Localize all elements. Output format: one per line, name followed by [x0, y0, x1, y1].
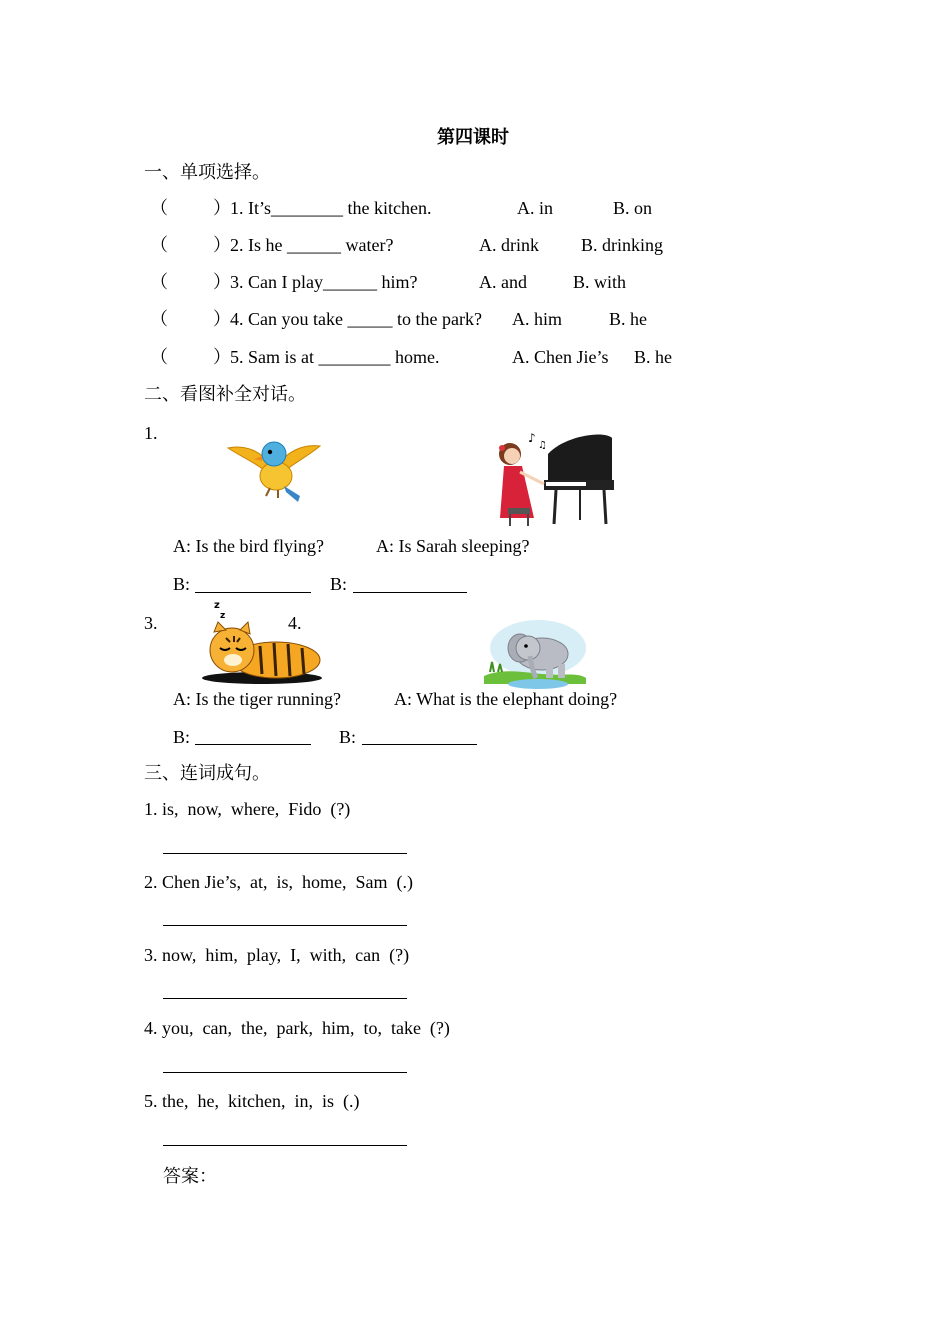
answer-blank[interactable] — [195, 592, 311, 593]
svg-text:z: z — [214, 600, 220, 611]
answer-heading: 答案： — [163, 1166, 217, 1187]
dialog-question-3: A: Is the tiger running? — [173, 689, 341, 709]
option-b: B. he — [609, 309, 647, 329]
svg-text:♫: ♫ — [538, 440, 547, 451]
question-text: 2. Is he ______ water? — [230, 235, 394, 255]
page-title: 第四课时 — [437, 127, 509, 147]
answer-blank[interactable] — [195, 744, 311, 745]
answer-paren[interactable]: （ ） — [150, 309, 231, 329]
item-number: 1. — [144, 423, 158, 443]
answer-paren[interactable]: （ ） — [150, 235, 231, 255]
question-text: 3. Can I play______ him? — [230, 272, 418, 292]
option-a: A. drink — [479, 235, 539, 255]
option-b: B. he — [634, 347, 672, 367]
svg-text:♪: ♪ — [528, 431, 536, 445]
reorder-prompt: 4. you, can, the, park, him, to, take (?) — [144, 1018, 450, 1038]
option-b: B. on — [613, 198, 653, 218]
reorder-prompt: 3. now, him, play, I, with, can (?) — [144, 945, 410, 965]
girl-playing-piano-image — [494, 428, 618, 530]
section-heading-2: 二、看图补全对话。 — [144, 384, 306, 405]
option-a: A. in — [517, 198, 553, 218]
option-a: A. Chen Jie’s — [512, 347, 609, 367]
dialog-answer-label: B: — [330, 574, 352, 594]
answer-blank[interactable] — [362, 744, 477, 745]
answer-paren[interactable]: （ ） — [150, 347, 231, 367]
answer-paren[interactable]: （ ） — [150, 272, 231, 292]
elephant-drinking-image — [482, 618, 588, 690]
dialog-answer-label: B: — [173, 574, 195, 594]
question-text: 1. It’s________ the kitchen. — [230, 198, 432, 218]
reorder-prompt: 2. Chen Jie’s, at, is, home, Sam (.) — [144, 872, 413, 892]
item-number: 4. — [288, 613, 302, 633]
svg-text:z: z — [220, 611, 226, 621]
option-b: B. drinking — [581, 235, 664, 255]
dialog-question-1: A: Is the bird flying? — [173, 536, 324, 556]
answer-blank[interactable] — [163, 1072, 407, 1073]
dialog-answer-label: B: — [173, 727, 195, 747]
tiger-sleeping-image — [200, 598, 326, 686]
dialog-answer-label: B: — [339, 727, 361, 747]
section-heading-3: 三、连词成句。 — [144, 763, 270, 784]
answer-blank[interactable] — [163, 925, 407, 926]
answer-blank[interactable] — [163, 1145, 407, 1146]
dialog-question-2: A: Is Sarah sleeping? — [376, 536, 530, 556]
section-heading-1: 一、单项选择。 — [144, 162, 270, 183]
bird-flying-image — [226, 436, 322, 506]
reorder-prompt: 5. the, he, kitchen, in, is (.) — [144, 1091, 360, 1111]
answer-paren[interactable]: （ ） — [150, 198, 231, 218]
question-text: 5. Sam is at ________ home. — [230, 347, 440, 367]
dialog-question-4: A: What is the elephant doing? — [394, 689, 618, 709]
option-a: A. him — [512, 309, 563, 329]
answer-blank[interactable] — [163, 853, 407, 854]
item-number: 3. — [144, 613, 158, 633]
answer-blank[interactable] — [163, 998, 407, 999]
answer-blank[interactable] — [353, 592, 467, 593]
option-a: A. and — [479, 272, 527, 292]
option-b: B. with — [573, 272, 627, 292]
reorder-prompt: 1. is, now, where, Fido (?) — [144, 799, 351, 819]
question-text: 4. Can you take _____ to the park? — [230, 309, 482, 329]
